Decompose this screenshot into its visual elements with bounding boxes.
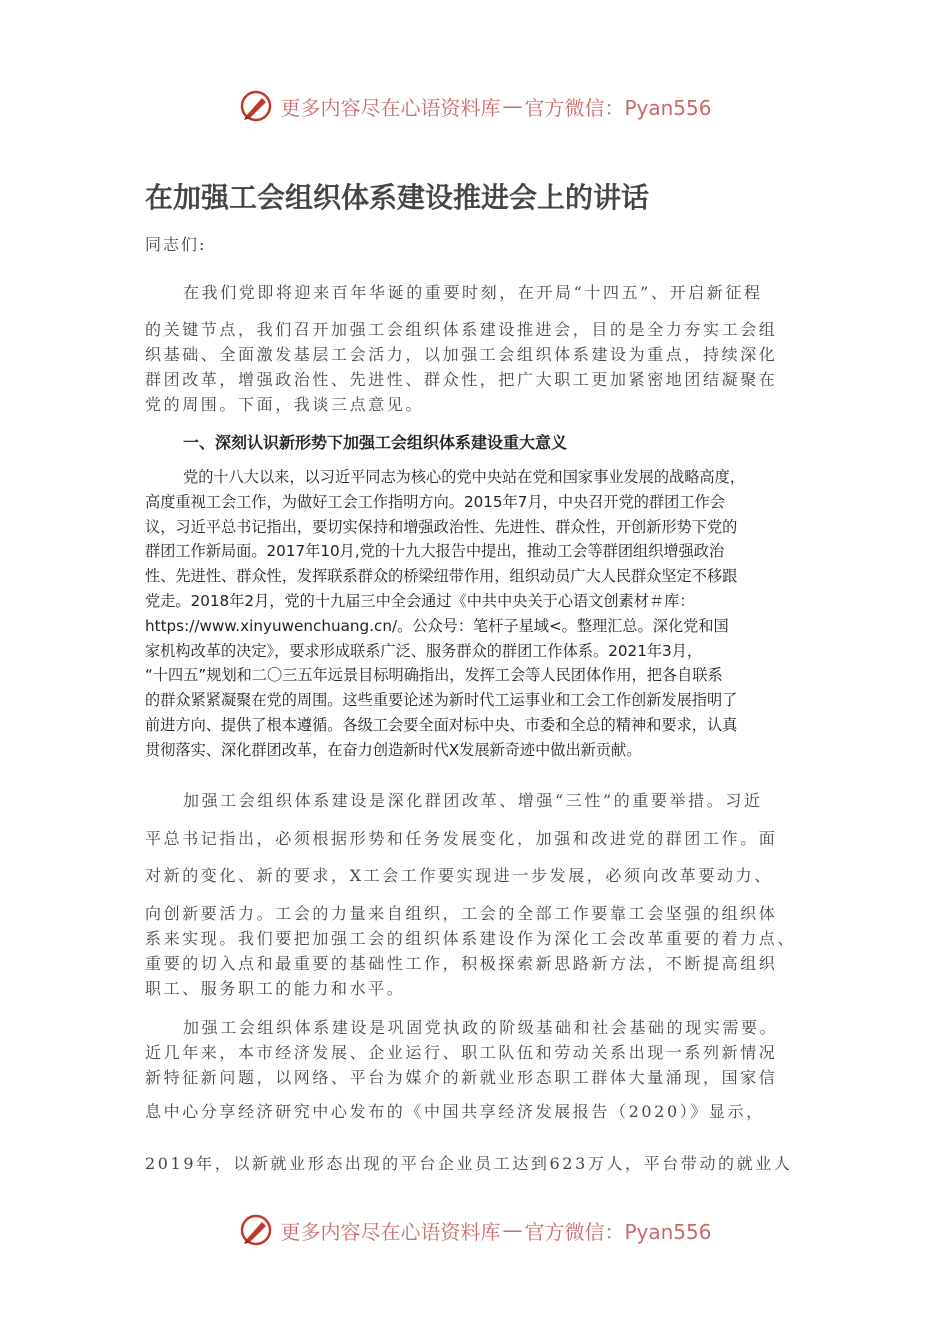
section1-body bbox=[145, 465, 810, 763]
intro-paragraph bbox=[145, 282, 807, 419]
paragraph-line: 重要的切入点和最重要的基础性工作，积极探索新思路新方法，不断提高组织 bbox=[145, 954, 778, 973]
paragraph-3 bbox=[145, 1017, 807, 1178]
banner-text: 更多内容尽在心语资料库 bbox=[280, 1219, 501, 1244]
pen-logo-icon bbox=[238, 88, 274, 124]
paragraph-line: 性、先进性、群众性，发挥联系群众的桥梁纽带作用，组织动员广大人民群众坚定不移跟 bbox=[145, 567, 738, 586]
paragraph-line: 党的十八大以来，以习近平同志为核心的党中央站在党和国家事业发展的战略高度， bbox=[183, 468, 745, 486]
paragraph-line: 前进方向、提供了根本遵循。各级工会要全面对标中央、市委和全总的精神和要求，认真 bbox=[145, 715, 738, 734]
watermark-banner-top bbox=[0, 86, 950, 126]
paragraph-line: 2019年，以新就业形态出现的平台企业员工达到623万人，平台带动的就业人 bbox=[145, 1154, 793, 1173]
paragraph-line: 加强工会组织体系建设是深化群团改革、增强“三性”的重要举措。习近 bbox=[183, 791, 763, 810]
paragraph-line: 对新的变化、新的要求，X工会工作要实现进一步发展，必须向改革要动力、 bbox=[145, 866, 773, 885]
paragraph-line: 系来实现。我们要把加强工会的组织体系建设作为深化工会改革重要的着力点、 bbox=[145, 929, 797, 948]
banner-wechat: 官方微信：Pyan556 bbox=[524, 1219, 712, 1244]
paragraph-line: 职工、服务职工的能力和水平。 bbox=[145, 979, 406, 998]
paragraph-line: 党的周围。下面，我谈三点意见。 bbox=[145, 395, 425, 414]
section-heading: 一、深刻认识新形势下加强工会组织体系建设重大意义 bbox=[183, 433, 568, 452]
banner-separator: — bbox=[502, 94, 523, 118]
paragraph-line: 向创新要活力。工会的力量来自组织，工会的全部工作要靠工会坚强的组织体 bbox=[145, 904, 778, 923]
paragraph-line: 贯彻落实、深化群团改革，在奋力创造新时代X发展新奇迹中做出新贡献。 bbox=[145, 740, 642, 759]
paragraph-line: 加强工会组织体系建设是巩固党执政的阶级基础和社会基础的现实需要。 bbox=[183, 1018, 779, 1037]
paragraph-line: 新特征新问题，以网络、平台为媒介的新就业形态职工群体大量涌现，国家信 bbox=[145, 1068, 778, 1087]
paragraph-line: 近几年来，本市经济发展、企业运行、职工队伍和劳动关系出现一系列新情况 bbox=[145, 1043, 778, 1062]
watermark-banner-bottom bbox=[0, 1210, 950, 1250]
banner-separator: — bbox=[502, 1218, 523, 1242]
paragraph-line: 的关键节点，我们召开加强工会组织体系建设推进会，目的是全力夯实工会组 bbox=[145, 320, 778, 339]
paragraph-line: 党走。2018年2月，党的十九届三中全会通过《中共中央关于心语文创素材＃库： bbox=[145, 591, 695, 610]
paragraph-line: 息中心分享经济研究中心发布的《中国共享经济发展报告（2020）》显示， bbox=[145, 1102, 765, 1121]
document-title: 在加强工会组织体系建设推进会上的讲话 bbox=[145, 181, 650, 214]
paragraph-line: “十四五”规划和二〇三五年远景目标明确指出，发挥工会等人民团体作用，把各自联系 bbox=[145, 666, 723, 685]
banner-wechat: 官方微信：Pyan556 bbox=[524, 95, 712, 120]
paragraph-line: 织基础、全面激发基层工会活力，以加强工会组织体系建设为重点，持续深化 bbox=[145, 345, 778, 364]
paragraph-line: https://www.xinyuwenchuang.cn/。公众号：笔杆子星域<。整理汇总。深化党和国 bbox=[145, 616, 729, 635]
pen-logo-icon bbox=[238, 1212, 274, 1248]
paragraph-line: 的群众紧紧凝聚在党的周围。这些重要论述为新时代工运事业和工会工作创新发展指明了 bbox=[145, 691, 738, 710]
paragraph-line: 高度重视工会工作，为做好工会工作指明方向。2015年7月，中央召开党的群团工作会 bbox=[145, 492, 725, 511]
salutation: 同志们: bbox=[145, 235, 207, 254]
banner-text: 更多内容尽在心语资料库 bbox=[280, 95, 501, 120]
paragraph-line: 平总书记指出，必须根据形势和任务发展变化，加强和改进党的群团工作。面 bbox=[145, 829, 778, 848]
paragraph-line: 议，习近平总书记指出，要切实保持和增强政治性、先进性、群众性，开创新形势下党的 bbox=[145, 517, 738, 536]
paragraph-line: 家机构改革的决定》，要求形成联系广泛、服务群众的群团工作体系。2021年3月， bbox=[145, 641, 703, 660]
paragraph-2 bbox=[145, 790, 807, 1003]
paragraph-line: 群团工作新局面。2017年10月,党的十九大报告中提出，推动工会等群团组织增强政治 bbox=[145, 542, 725, 561]
paragraph-line: 群团改革，增强政治性、先进性、群众性，把广大职工更加紧密地团结凝聚在 bbox=[145, 370, 778, 389]
paragraph-line: 在我们党即将迎来百年华诞的重要时刻，在开局“十四五”、开启新征程 bbox=[183, 283, 763, 302]
